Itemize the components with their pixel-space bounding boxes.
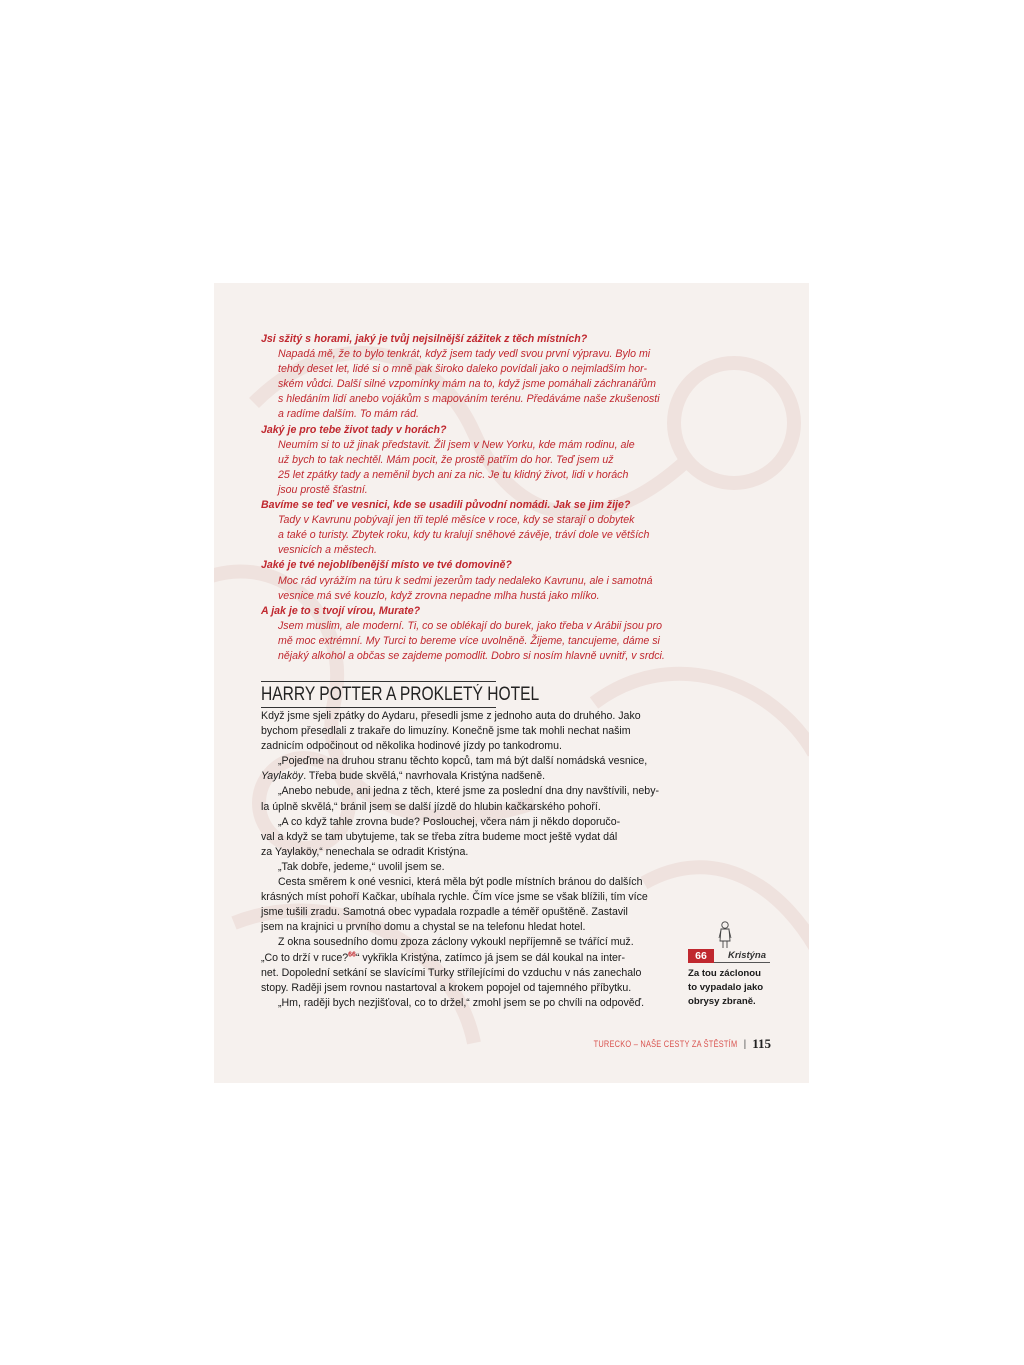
story-paragraph-8: „Hm, raději bych nezjišťoval, co to držel,“ zmohl jsem se po chvíli na odpověď. xyxy=(278,996,645,1009)
story-paragraph-7: Z okna sousedního domu zpoza záclony vykoukl nepříjemně se tvářící muž. „Co to drží v ruce?$^{66}$“ vykřikla Kristýna, zatímco já jsem se dál koukal na inter- net. Dopolední setkání se slavícími Turky střílejícími do vzduchu v nás zanechalo stopy. Raději jsem rovnou nastartoval a krokem popojel od tajemného příbytku. xyxy=(261,936,642,994)
interview-question-1: Jsi sžitý s horami, jaký je tvůj nejsilnější zážitek z těch místních? xyxy=(261,333,588,345)
story-paragraph-2: „Pojeďme na druhou stranu těchto kopců, tam má být další nomádská vesnice, Yaylaköy. Třeba bude skvělá,“ navrhovala Kristýna nadšeně. xyxy=(261,755,648,783)
page-number: 115 xyxy=(752,1036,771,1051)
page-footer xyxy=(553,1036,771,1052)
sidenote-rule xyxy=(714,962,770,963)
section-heading-underline xyxy=(261,707,496,708)
interview-question-4: Jaké je tvé nejoblíbenější místo ve tvé domovině? xyxy=(261,559,512,572)
footnote-marker[interactable]: 66 xyxy=(348,950,356,958)
story-text xyxy=(261,709,681,1011)
story-paragraph-4: „A co když tahle zrovna bude? Poslouchej, včera nám ji někdo doporučo- val a když se tam ubytujeme, tak se třeba zítra budeme moct ještě vydat dál za Yaylaköy,“ nenechala se odradit Kristýna. xyxy=(261,815,621,858)
interview-question-3: Bavíme se teď ve vesnici, kde se usadili původní nomádi. Jak se jim žije? xyxy=(261,499,631,512)
sidenote-author: Kristýna xyxy=(728,950,767,961)
interview-answer-2: Neumím si to už jinak představit. Žil jsem v New Yorku, kde mám rodinu, ale už bych to tak nechtěl. Mám pocit, že prostě patřím do hor. Teď jsem už 25 let zpátky tady a neměnil bych ani za nic. Je tu klidný život, lidi v horách jsou prostě šťastní. xyxy=(278,438,635,496)
sidenote-text: Za tou záclonou to vypadalo jako obrysy zbraně. xyxy=(688,968,764,1007)
sidenote-number-badge: 66 xyxy=(688,949,714,963)
interview-question-2: Jaký je pro tebe život tady v horách? xyxy=(261,423,447,436)
footer-separator: | xyxy=(743,1038,747,1050)
running-title: TURECKO – NAŠE CESTY ZA ŠTĚSTÍM xyxy=(593,1038,738,1050)
interview-question-5: A jak je to s tvojí vírou, Murate? xyxy=(261,604,421,617)
interview-answer-3: Tady v Kavrunu pobývají jen tři teplé měsíce v roce, kdy se starají o dobytek a také o turisty. Zbytek roku, kdy tu kralují sněhové závěje, tráví dole ve větších vesnicích a městech. xyxy=(278,514,650,557)
section-heading: HARRY POTTER A PROKLETÝ HOTEL xyxy=(261,684,540,705)
interview-answer-4: Moc rád vyrážím na túru k sedmi jezerům tady nedaleko Kavrunu, ale i samotná vesnice má své kouzlo, když zrovna nepadne mlha hustá jako mlíko. xyxy=(278,574,653,602)
book-page xyxy=(214,283,809,1083)
story-paragraph-5: „Tak dobře, jedeme,“ uvolil jsem se. xyxy=(278,860,445,873)
story-paragraph-1: Když jsme sjeli zpátky do Aydaru, přesedli jsme z jednoho auta do druhého. Jako bychom přesedlali z trakaře do limuzíny. Konečně jsme tak mohli nechat našim zadnicím odpočinout od několika hodinové jízdy po tankodromu. xyxy=(261,710,641,753)
person-figure-icon xyxy=(718,921,732,949)
story-paragraph-6: Cesta směrem k oné vesnici, která měla být podle místních bránou do dalších krásných míst pohoří Kačkar, ubíhala rychle. Čím více jsme se však blížili, tím více jsme tušili zradu. Samotná obec vypadala rozpadle a téměř opuštěně. Zastavil jsem na krajnici u prvního domu a chystal se na telefonu hledat hotel. xyxy=(261,876,648,934)
section-top-rule xyxy=(261,681,496,682)
interview-answer-1: Napadá mě, že to bylo tenkrát, když jsem tady vedl svou první výpravu. Bylo mi tehdy deset let, lidé si o mně pak široko daleko povídali jako o nejmladším hor- ském vůdci. Další silné vzpomínky mám na to, když jsme pomáhali záchranářům s hledáním lidí anebo vojákům s mapováním terénu. Předáváme naše zkušenosti a radíme dalším. To mám rád. xyxy=(278,348,660,421)
interview-section xyxy=(261,332,681,664)
interview-answer-5: Jsem muslim, ale moderní. Ti, co se oblékají do burek, jako třeba v Arábii jsou pro mě moc extrémní. My Turci to bereme více uvolněně. Žijeme, tancujeme, dáme si nějaký alkohol a občas se zajdeme pomodlit. Dobro si nosím hlavně uvnitř, v srdci. xyxy=(278,619,665,662)
story-paragraph-3: „Anebo nebude, ani jedna z těch, které jsme za poslední dna dny navštívili, neby- la úplně skvělá,“ bránil jsem se další jízdě do hlubin kačkarského pohoří. xyxy=(261,785,660,813)
